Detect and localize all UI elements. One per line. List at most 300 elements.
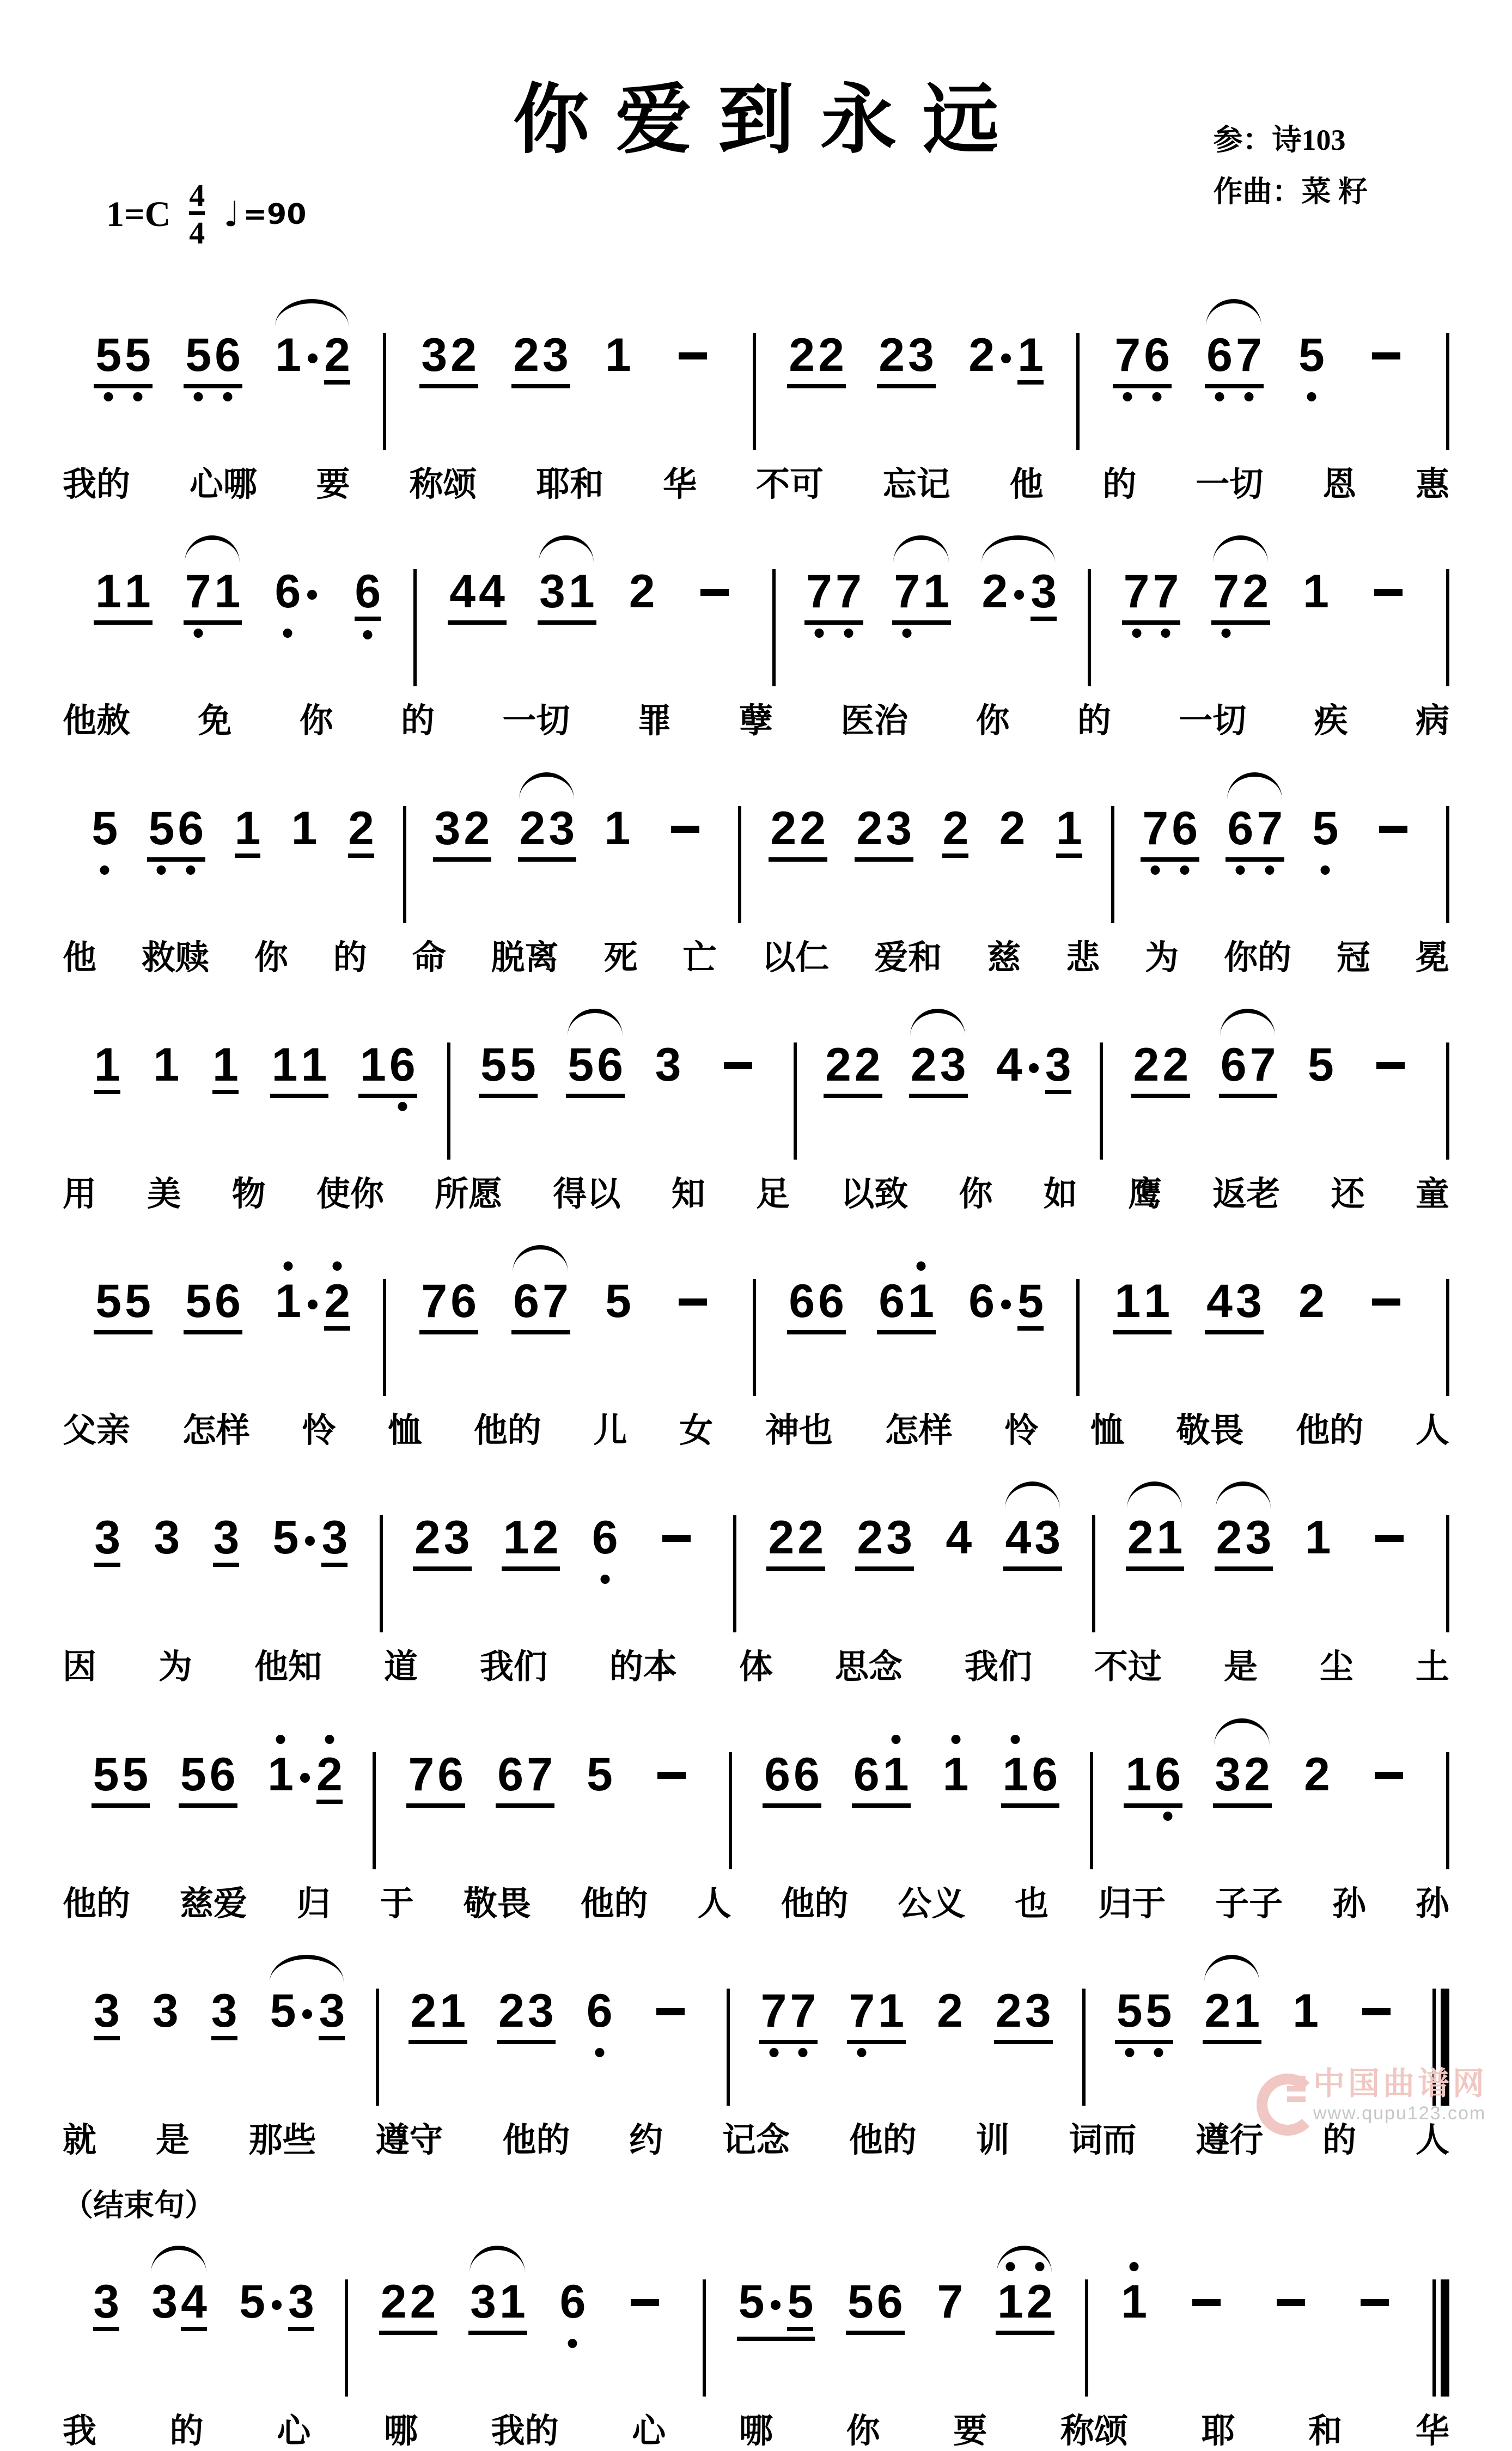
- note-group: [1115, 1987, 1174, 2044]
- note: 2: [1162, 1038, 1189, 1091]
- lyric-syllable: 耶和: [536, 466, 604, 503]
- note-group: [1310, 802, 1340, 855]
- lyric-syllable: 以仁: [761, 938, 830, 977]
- lyric-syllable: 亡: [682, 938, 717, 977]
- lyric-syllable: 公义: [898, 1885, 966, 1923]
- note-group: [1291, 1985, 1320, 2038]
- note: 5: [480, 1038, 507, 1091]
- barline-thin: [1432, 2279, 1436, 2397]
- note: 1: [1303, 565, 1329, 618]
- lyric-syllable: 的本: [609, 1648, 677, 1686]
- time-denominator: 4: [189, 211, 205, 249]
- note-group: [1359, 332, 1413, 359]
- note-group: [1219, 1038, 1278, 1098]
- note-group: [479, 1038, 538, 1098]
- lyrics-row: [63, 2412, 1449, 2450]
- note: 7: [835, 565, 862, 618]
- note-group: [941, 802, 970, 858]
- note: 5: [1308, 1038, 1334, 1091]
- note: 5: [1298, 329, 1325, 381]
- score: [63, 292, 1449, 2451]
- note: 6: [178, 802, 204, 855]
- note: 5: [239, 2276, 265, 2328]
- note: 2: [316, 1751, 343, 1804]
- note: 1: [1056, 805, 1082, 858]
- lyric-syllable: 惠: [1415, 466, 1449, 503]
- lyric-syllable: 美: [147, 1175, 181, 1213]
- measure: [63, 565, 413, 625]
- note-group: [944, 1511, 973, 1564]
- note: 1: [267, 1748, 294, 1801]
- music-line: [63, 1239, 1449, 1450]
- lyric-syllable: 就: [63, 2121, 97, 2160]
- music-line: [63, 766, 1449, 977]
- note-group: [1205, 1275, 1264, 1334]
- note: 3: [940, 1038, 966, 1091]
- quarter-note-icon: ♩: [223, 194, 240, 235]
- note-group: [1350, 1987, 1403, 2015]
- lyric-syllable: 不可: [755, 466, 824, 503]
- note-group: [1303, 1511, 1333, 1564]
- note: 5: [787, 2278, 813, 2331]
- lyric-syllable: 心: [277, 2412, 311, 2450]
- note: 7: [760, 1985, 787, 2038]
- augmentation-dot: [308, 1300, 318, 1309]
- note: 1: [214, 565, 241, 618]
- note: 1: [301, 1038, 327, 1091]
- note: 1: [878, 1985, 905, 2038]
- note-group: [935, 2276, 965, 2328]
- note-group: [603, 1275, 633, 1328]
- note: 1: [882, 1748, 909, 1801]
- notes-row: [63, 292, 1449, 450]
- lyrics-row: [63, 1885, 1449, 1923]
- note: 6: [513, 1275, 539, 1328]
- note: 3: [886, 802, 912, 855]
- measure: [756, 1275, 1076, 1334]
- note: 6: [450, 1275, 477, 1328]
- note-group: [273, 329, 352, 385]
- note: 5: [125, 329, 151, 381]
- measure: [348, 2278, 703, 2335]
- note-group: [1362, 1751, 1416, 1779]
- note-group: [659, 805, 712, 833]
- lyric-syllable: 尘: [1319, 1648, 1354, 1686]
- measure: [386, 329, 753, 388]
- lyric-syllable: 童: [1415, 1175, 1449, 1213]
- duration-dash: [700, 589, 729, 596]
- note: 5: [1145, 1985, 1172, 2038]
- measure: [63, 1511, 380, 1567]
- note-group: [413, 1511, 472, 1571]
- lyric-syllable: 冠: [1336, 938, 1370, 977]
- duration-dash: [679, 352, 707, 359]
- measure: [1093, 1748, 1446, 1808]
- lyric-syllable: 道: [383, 1648, 418, 1686]
- note-group: [846, 2278, 905, 2335]
- note: 6: [389, 1038, 416, 1091]
- note: 1: [153, 1038, 180, 1091]
- note-group: [618, 2278, 672, 2306]
- note-group: [566, 1038, 625, 1098]
- note: 6: [437, 1748, 464, 1801]
- lyric-syllable: 冕: [1415, 938, 1449, 977]
- note-group: [94, 565, 153, 625]
- note-group: [980, 565, 1058, 621]
- note-group: [1301, 565, 1331, 618]
- note: 2: [937, 1985, 963, 2038]
- measure: [1080, 1275, 1446, 1334]
- note: 6: [1220, 1038, 1247, 1091]
- measure: [1114, 802, 1446, 862]
- note: 2: [464, 802, 490, 855]
- music-line: [63, 292, 1449, 504]
- augmentation-dot: [1001, 353, 1011, 363]
- lyric-syllable: 神也: [765, 1412, 833, 1450]
- notes-row: [63, 766, 1449, 923]
- note-group: [654, 1038, 683, 1091]
- measure: [706, 2278, 1086, 2341]
- lyric-syllable: 他的: [849, 2121, 917, 2160]
- lyric-syllable: 是: [1223, 1648, 1258, 1686]
- note-group: [804, 565, 863, 625]
- note: 5: [95, 329, 122, 381]
- note: 3: [527, 1985, 554, 2038]
- note: 3: [886, 1511, 913, 1564]
- note: 7: [894, 565, 920, 618]
- note: 1: [1017, 332, 1044, 385]
- note: 2: [1242, 565, 1269, 618]
- note-group: [448, 565, 507, 625]
- lyric-syllable: 命: [412, 938, 446, 977]
- note-group: [271, 1511, 350, 1567]
- note-group: [877, 1275, 936, 1334]
- lyric-syllable: 返老: [1212, 1175, 1281, 1213]
- note-group: [877, 329, 936, 388]
- music-line: [63, 2239, 1449, 2450]
- lyric-syllable: 儿: [593, 1412, 627, 1450]
- lyric-syllable: 悲: [1066, 938, 1100, 977]
- note-group: [1003, 1511, 1062, 1571]
- lyric-syllable: 耶: [1201, 2412, 1235, 2450]
- note: 6: [789, 1275, 815, 1328]
- note: 2: [629, 565, 655, 618]
- lyric-syllable: 他的: [63, 1885, 131, 1923]
- note-group: [270, 1038, 329, 1098]
- section-label: （结束句）: [63, 2188, 215, 2223]
- note-group: [645, 1751, 698, 1779]
- note-group: [468, 2278, 527, 2335]
- note: 6: [586, 1985, 613, 2038]
- note-group: [627, 565, 657, 618]
- barline: [1446, 806, 1449, 923]
- note: 2: [800, 802, 826, 855]
- note-group: [996, 2278, 1054, 2335]
- note-group: [211, 1511, 241, 1567]
- note: 7: [408, 1748, 435, 1801]
- note: 5: [95, 1275, 122, 1328]
- note: 2: [414, 1511, 441, 1564]
- note: 5: [1116, 1985, 1143, 2038]
- lyric-syllable: 词而: [1069, 2121, 1137, 2160]
- note: 6: [275, 565, 301, 618]
- note: 6: [497, 1748, 524, 1801]
- note: 1: [605, 329, 631, 381]
- lyric-syllable: 爱和: [874, 938, 942, 977]
- note: 6: [1155, 1748, 1181, 1801]
- time-signature: [189, 180, 205, 249]
- song-title: 你爱到永远: [513, 75, 1025, 164]
- music-line: [63, 1002, 1449, 1214]
- note-group: [511, 329, 570, 388]
- note: 1: [1121, 2276, 1148, 2328]
- key-signature: 1=C: [106, 194, 171, 234]
- note: 7: [1213, 565, 1240, 618]
- note: 7: [1153, 565, 1179, 618]
- note-group: [935, 1985, 965, 2038]
- duration-dash: [657, 1772, 686, 1779]
- note: 5: [568, 1038, 594, 1091]
- lyric-syllable: 医治: [840, 702, 909, 740]
- note: 6: [853, 1748, 880, 1801]
- measure: [741, 802, 1111, 862]
- note: 6: [209, 1748, 236, 1801]
- note: 3: [213, 1514, 239, 1567]
- note-group: [1264, 2278, 1318, 2306]
- note: 1: [95, 565, 121, 618]
- composer-text: 作曲：菜 籽: [1213, 175, 1368, 208]
- lyric-syllable: 他的: [781, 1885, 849, 1923]
- lyric-syllable: 敬畏: [463, 1885, 531, 1923]
- lyric-syllable: 我们: [479, 1648, 547, 1686]
- note-group: [184, 565, 242, 625]
- note-group: [603, 329, 633, 381]
- note-group: [1364, 1041, 1417, 1069]
- lyric-syllable: 心哪: [189, 466, 257, 503]
- lyric-syllable: 要: [953, 2412, 987, 2450]
- measure: [406, 802, 738, 862]
- note: 7: [937, 2276, 964, 2328]
- note: 5: [509, 1038, 536, 1091]
- lyric-syllable: 哪: [739, 2412, 773, 2450]
- lyric-syllable: 所愿: [435, 1175, 503, 1213]
- measure: [63, 1748, 373, 1808]
- lyric-syllable: 于: [380, 1885, 414, 1923]
- note-group: [184, 329, 242, 388]
- note: 1: [499, 2276, 526, 2328]
- note: 1: [212, 1041, 239, 1094]
- lyric-syllable: 人: [697, 1885, 731, 1923]
- lyric-syllable: 物: [231, 1175, 266, 1213]
- note-group: [273, 565, 322, 618]
- note: 5: [1312, 802, 1339, 855]
- note-group: [666, 332, 720, 359]
- lyric-syllable: 他的: [1296, 1412, 1364, 1450]
- note-group: [1203, 1987, 1261, 2044]
- note-group: [496, 1748, 554, 1808]
- note: 7: [542, 1275, 569, 1328]
- lyric-syllable: 病: [1415, 702, 1449, 740]
- lyric-syllable: 人: [1415, 2121, 1449, 2160]
- lyric-syllable: 用: [63, 1175, 97, 1213]
- note: 5: [738, 2276, 765, 2328]
- note-group: [92, 1748, 150, 1808]
- note: 3: [151, 2276, 178, 2328]
- music-line: [63, 1475, 1449, 1686]
- measure: [1103, 1038, 1446, 1098]
- note-group: [666, 1278, 720, 1306]
- note-group: [269, 1987, 347, 2040]
- note: 3: [1031, 568, 1057, 621]
- note: 1: [997, 2276, 1023, 2328]
- note: 1: [908, 1275, 934, 1328]
- note: 3: [154, 1511, 180, 1564]
- note: 5: [92, 802, 118, 855]
- lyric-syllable: 他知: [254, 1648, 322, 1686]
- note-group: [1215, 1511, 1273, 1571]
- note-group: [763, 1748, 821, 1808]
- lyric-syllable: 慈: [987, 938, 1021, 977]
- time-numerator: 4: [189, 178, 205, 213]
- note: 3: [908, 329, 934, 381]
- lyric-syllable: 约: [629, 2121, 663, 2160]
- measure: [450, 1038, 794, 1098]
- note-group: [151, 1038, 181, 1091]
- lyric-syllable: 恤: [388, 1412, 422, 1450]
- note: 1: [124, 565, 151, 618]
- note-group: [433, 802, 492, 862]
- lyric-syllable: 你: [299, 702, 333, 740]
- note: 2: [995, 1985, 1022, 2038]
- note-group: [184, 1275, 242, 1334]
- note: 7: [790, 1985, 816, 2038]
- lyric-syllable: 怜: [302, 1412, 336, 1450]
- note: 2: [968, 329, 995, 381]
- note-group: [379, 2278, 438, 2335]
- lyric-syllable: 华: [663, 466, 697, 503]
- barline: [1446, 569, 1449, 686]
- lyric-syllable: 他的: [580, 1885, 648, 1923]
- duration-dash: [1361, 2299, 1389, 2306]
- duration-dash: [1374, 589, 1403, 596]
- lyric-syllable: 的: [333, 938, 367, 977]
- note: 3: [1235, 1275, 1262, 1328]
- lyric-syllable: 人: [1415, 1412, 1449, 1450]
- header: [63, 0, 1449, 249]
- note: 2: [1244, 1748, 1270, 1801]
- note: 1: [1002, 1748, 1029, 1801]
- lyric-syllable: 如: [1043, 1175, 1077, 1213]
- lyric-syllable: 忘记: [882, 466, 950, 503]
- note-group: [346, 802, 376, 858]
- note-group: [967, 1275, 1045, 1331]
- note: 6: [793, 1748, 820, 1801]
- lyric-syllable: 知: [671, 1175, 705, 1213]
- lyric-syllable: 心: [632, 2412, 666, 2450]
- note: 1: [275, 329, 302, 381]
- notes-row: [63, 1475, 1449, 1632]
- reference-text: 参：诗103: [1213, 124, 1346, 156]
- augmentation-dot: [302, 2009, 312, 2019]
- music-line: [63, 1948, 1449, 2160]
- note: 5: [586, 1748, 613, 1801]
- note: 3: [321, 1514, 347, 1567]
- note: 7: [1235, 329, 1262, 381]
- measure: [732, 1748, 1090, 1808]
- note-group: [1211, 565, 1270, 625]
- note: 5: [848, 2276, 874, 2328]
- note: 2: [1303, 1748, 1330, 1801]
- note: 1: [1114, 1275, 1141, 1328]
- lyric-syllable: 他赦: [63, 702, 131, 740]
- watermark-site-name: 中国曲谱网: [1313, 2066, 1487, 2101]
- lyric-syllable: 华: [1415, 2412, 1449, 2450]
- note: 6: [818, 1275, 844, 1328]
- lyric-syllable: 的: [1322, 2121, 1357, 2160]
- note-group: [406, 1748, 465, 1808]
- measure: [63, 1275, 383, 1334]
- note: 1: [1304, 1511, 1331, 1564]
- lyric-syllable: 脱离: [491, 938, 559, 977]
- lyric-syllable: 称颂: [409, 466, 477, 503]
- lyric-syllable: 他的: [502, 2121, 570, 2160]
- note: 2: [532, 1511, 559, 1564]
- note: 7: [849, 1985, 875, 2038]
- augmentation-dot: [1029, 1063, 1039, 1073]
- lyric-syllable: 我们: [964, 1648, 1032, 1686]
- note: 6: [1032, 1748, 1058, 1801]
- lyric-syllable: 的: [400, 702, 435, 740]
- measure: [379, 1987, 726, 2044]
- augmentation-dot: [771, 2300, 781, 2310]
- note: 7: [806, 565, 832, 618]
- note: 2: [1026, 2276, 1053, 2328]
- note-group: [1054, 802, 1084, 858]
- note-group: [759, 1987, 818, 2044]
- augmentation-dot: [1014, 590, 1024, 600]
- duration-dash: [1375, 1535, 1404, 1542]
- note-group: [1124, 1748, 1182, 1808]
- augmentation-dot: [1001, 1300, 1011, 1309]
- note: 7: [1114, 329, 1141, 381]
- note: 2: [380, 2276, 407, 2328]
- note-group: [558, 2276, 588, 2328]
- note: 4: [181, 2278, 207, 2331]
- lyric-syllable: 遵行: [1196, 2121, 1264, 2160]
- note: 3: [1034, 1511, 1061, 1564]
- note: 2: [348, 805, 374, 858]
- note-group: [237, 2278, 316, 2331]
- note: 1: [942, 1748, 969, 1801]
- duration-dash: [1277, 2299, 1305, 2306]
- note-group: [93, 1038, 122, 1094]
- note: 2: [999, 802, 1026, 855]
- note: 1: [1144, 1275, 1170, 1328]
- lyric-syllable: 也: [1015, 1885, 1049, 1923]
- note-group: [1205, 329, 1264, 388]
- duration-dash: [1376, 1062, 1405, 1069]
- lyric-syllable: 女: [679, 1412, 714, 1450]
- note-group: [1119, 2276, 1149, 2328]
- measure: [376, 1748, 729, 1808]
- lyric-syllable: 归: [296, 1885, 331, 1923]
- note: 5: [185, 1275, 212, 1328]
- note-group: [1141, 802, 1199, 862]
- note: 2: [324, 1278, 350, 1331]
- lyrics-row: [63, 465, 1449, 504]
- measure: [1088, 2276, 1432, 2328]
- lyric-syllable: 还: [1331, 1175, 1365, 1213]
